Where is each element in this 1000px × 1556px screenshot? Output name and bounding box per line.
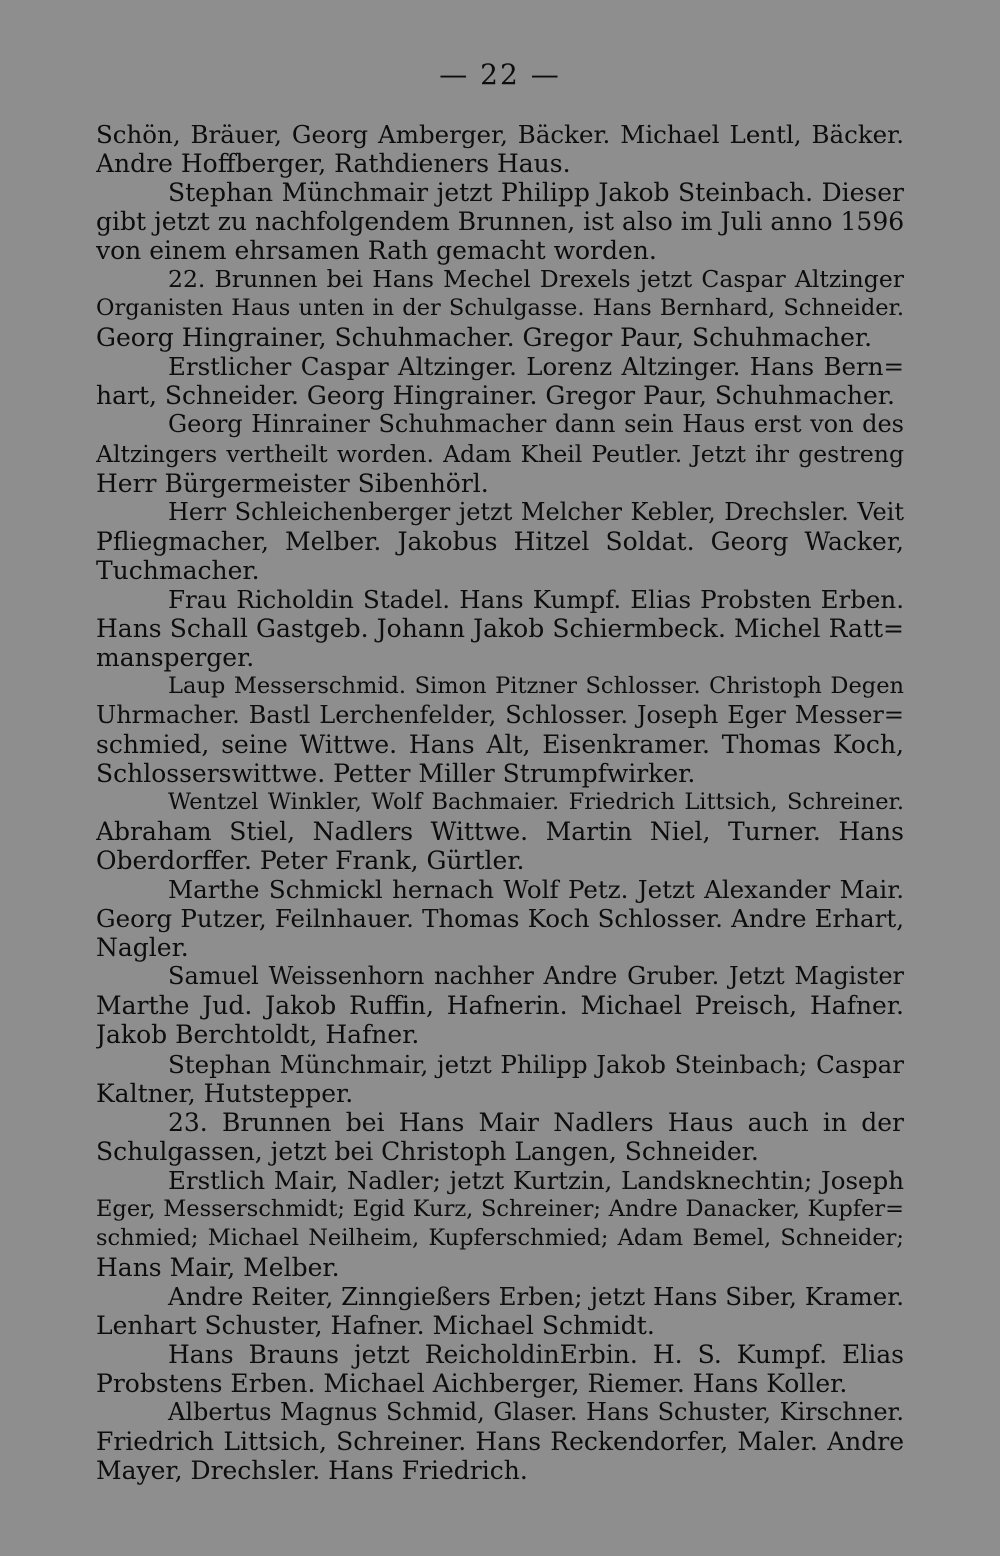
text-line: 22. Brunnen bei Hans Mechel Drexels jetzt Caspar Altzinger <box>168 265 904 294</box>
text-line: Kaltner, Hutstepper. <box>96 1078 354 1108</box>
text-line: Georg Hingrainer, Schuhmacher. Gregor Paur, Schuhmacher. <box>96 323 873 353</box>
text-line: Jakob Berchtoldt, Hafner. <box>96 1020 420 1050</box>
text-line: Mayer, Drechsler. Hans Friedrich. <box>96 1456 528 1486</box>
text-line: 23. Brunnen bei Hans Mair Nadlers Haus auch in der <box>168 1107 904 1137</box>
text-line: Georg Putzer, Feilnhauer. Thomas Koch Schlosser. Andre Erhart, <box>96 904 904 934</box>
text-line: Herr Bürgermeister Sibenhörl. <box>96 468 489 498</box>
text-line: Oberdorffer. Peter Frank, Gürtler. <box>96 846 525 876</box>
text-line: Stephan Münchmair jetzt Philipp Jakob Steinbach. Dieser <box>168 178 904 208</box>
page-number: — 22 — <box>439 58 561 91</box>
text-line: schmied, seine Wittwe. Hans Alt, Eisenkramer. Thomas Koch, <box>96 729 904 759</box>
text-line: Georg Hinrainer Schuhmacher dann sein Haus erst von des <box>168 410 904 439</box>
text-line: Andre Hoffberger, Rathdieners Haus. <box>96 149 571 179</box>
text-line: Schulgassen, jetzt bei Christoph Langen, Schneider. <box>96 1136 759 1166</box>
text-line: Lenhart Schuster, Hafner. Michael Schmidt. <box>96 1310 655 1340</box>
text-line: Hans Brauns jetzt ReicholdinErbin. H. S. Kumpf. Elias <box>168 1339 904 1369</box>
text-line: Marthe Schmickl hernach Wolf Petz. Jetzt Alexander Mair. <box>168 875 904 905</box>
text-line: Schlosserswittwe. Petter Miller Strumpfwirker. <box>96 759 696 789</box>
text-line: von einem ehrsamen Rath gemacht worden. <box>96 236 657 266</box>
text-line: Hans Schall Gastgeb. Johann Jakob Schiermbeck. Michel Ratt= <box>96 613 904 643</box>
text-line: gibt jetzt zu nachfolgendem Brunnen, ist also im Juli anno 1596 <box>96 207 904 237</box>
text-line: Erstlicher Caspar Altzinger. Lorenz Altzinger. Hans Bern= <box>168 352 904 382</box>
body-text <box>96 120 904 1485</box>
text-line: Friedrich Littsich, Schreiner. Hans Reckendorfer, Maler. Andre <box>96 1427 904 1457</box>
text-line: schmied; Michael Neilheim, Kupferschmied; Adam Bemel, Schneider; <box>96 1224 904 1251</box>
text-line: Pfliegmacher, Melber. Jakobus Hitzel Soldat. Georg Wacker, <box>96 526 904 556</box>
text-line: Laup Messerschmid. Simon Pitzner Schlosser. Christoph Degen <box>168 672 904 699</box>
text-line: Samuel Weissenhorn nachher Andre Gruber. Jetzt Magister <box>168 962 904 991</box>
text-line: Marthe Jud. Jakob Ruffin, Hafnerin. Michael Preisch, Hafner. <box>96 991 904 1021</box>
text-line: Organisten Haus unten in der Schulgasse. Hans Bernhard, Schneider. <box>96 295 904 322</box>
text-line: Eger, Messerschmidt; Egid Kurz, Schreiner; Andre Danacker, Kupfer= <box>96 1195 904 1222</box>
text-line: Frau Richoldin Stadel. Hans Kumpf. Elias Probsten Erben. <box>168 584 904 614</box>
text-line: Wentzel Winkler, Wolf Bachmaier. Friedrich Littsich, Schreiner. <box>168 789 904 816</box>
text-line: Tuchmacher. <box>96 555 260 585</box>
text-line: Uhrmacher. Bastl Lerchenfelder, Schlosser. Joseph Eger Messer= <box>96 700 904 729</box>
text-line: hart, Schneider. Georg Hingrainer. Gregor Paur, Schuhmacher. <box>96 381 895 411</box>
text-line: mansperger. <box>96 642 255 672</box>
text-line: Albertus Magnus Schmid, Glaser. Hans Schuster, Kirschner. <box>168 1398 904 1427</box>
text-line: Altzingers vertheilt worden. Adam Kheil Peutler. Jetzt ihr gestreng <box>96 439 904 468</box>
text-line: Andre Reiter, Zinngießers Erben; jetzt Hans Siber, Kramer. <box>168 1281 904 1311</box>
text-line: Abraham Stiel, Nadlers Wittwe. Martin Niel, Turner. Hans <box>96 817 904 847</box>
text-line: Erstlich Mair, Nadler; jetzt Kurtzin, Landsknechtin; Joseph <box>168 1165 904 1195</box>
text-line: Nagler. <box>96 933 189 963</box>
text-line: Schön, Bräuer, Georg Amberger, Bäcker. Michael Lentl, Bäcker. <box>96 120 904 149</box>
text-line: Herr Schleichenberger jetzt Melcher Kebler, Drechsler. Veit <box>168 497 904 526</box>
text-line: Probstens Erben. Michael Aichberger, Riemer. Hans Koller. <box>96 1369 848 1399</box>
text-line: Hans Mair, Melber. <box>96 1252 340 1282</box>
text-line: Stephan Münchmair, jetzt Philipp Jakob Steinbach; Caspar <box>168 1049 904 1079</box>
